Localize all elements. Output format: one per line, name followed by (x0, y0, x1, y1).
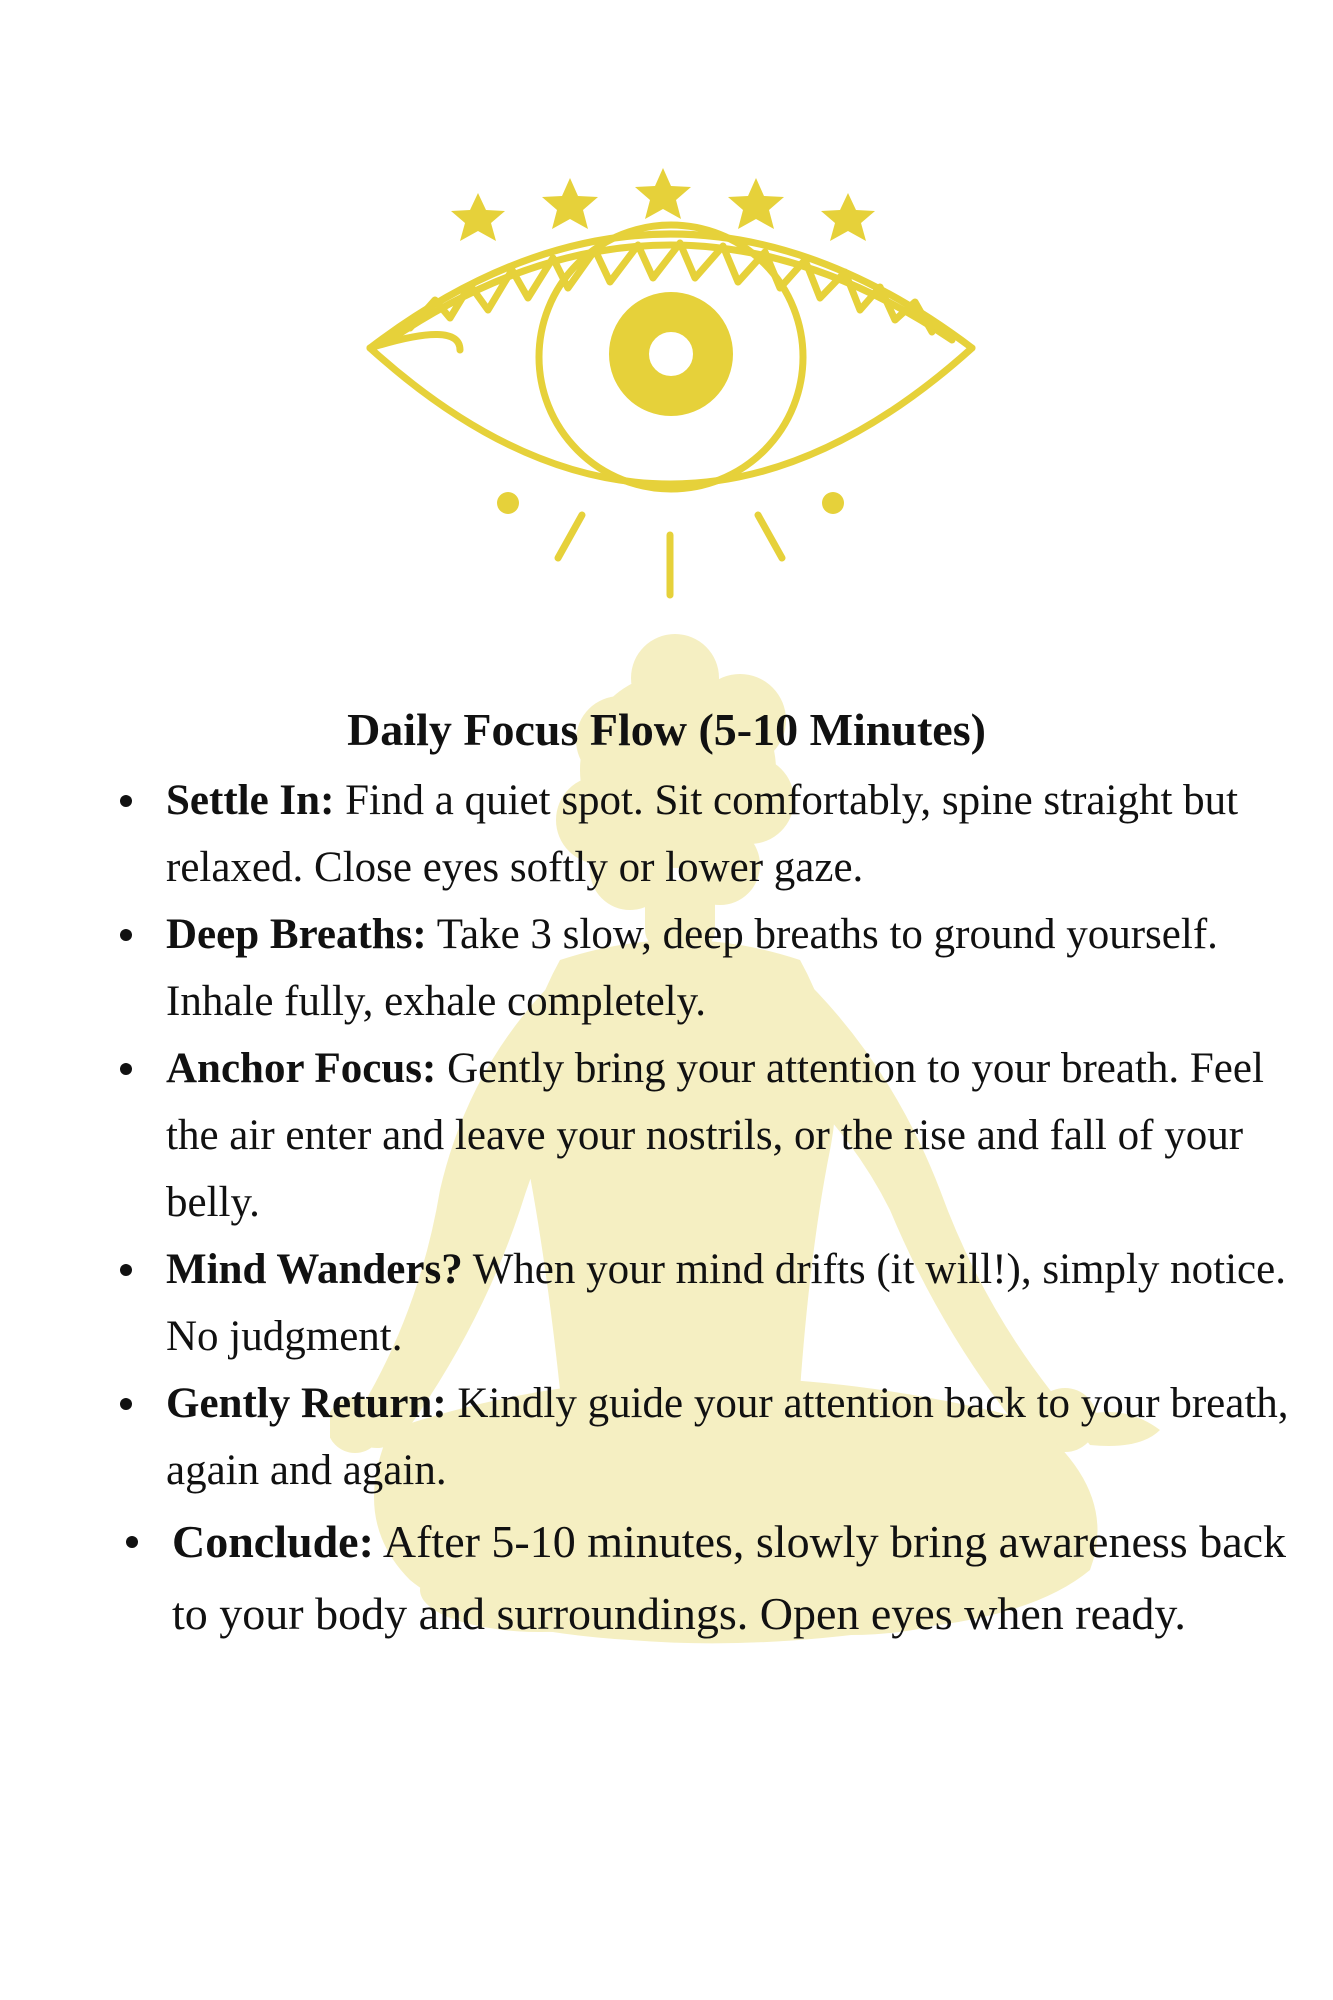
list-item (0, 1370, 1333, 1504)
list-item (0, 1035, 1333, 1236)
instructions-content (0, 695, 1333, 1650)
ray-line (558, 515, 582, 558)
list-item (0, 1236, 1333, 1370)
steps-list (0, 767, 1333, 1650)
pupil-ring (629, 312, 713, 396)
step-label: Conclude: (172, 1516, 374, 1567)
star-icon (728, 178, 784, 229)
list-item (0, 767, 1333, 901)
step-text: Take 3 slow, deep breaths to ground yourself. Inhale fully, exhale completely. (166, 911, 1218, 1025)
star-icon (542, 178, 598, 229)
dot-icon (497, 492, 519, 514)
step-text: Kindly guide your attention back to your breath, again and again. (166, 1380, 1289, 1494)
ray-line (758, 515, 782, 558)
star-icon (821, 193, 875, 241)
step-text: Find a quiet spot. Sit comfortably, spine straight but relaxed. Close eyes softly or lower gaze. (166, 777, 1239, 891)
iris-circle (539, 225, 803, 489)
all-seeing-eye-icon (340, 150, 1000, 610)
dot-icon (822, 492, 844, 514)
step-text: After 5-10 minutes, slowly bring awareness back to your body and surroundings. Open eyes when ready. (172, 1516, 1287, 1639)
list-item (0, 901, 1333, 1035)
list-item (0, 1506, 1333, 1650)
step-text: Gently bring your attention to your breath. Feel the air enter and leave your nostrils, or the rise and fall of your belly. (166, 1045, 1264, 1226)
step-label: Gently Return: (166, 1380, 447, 1427)
star-icon (635, 168, 691, 219)
star-icon (451, 193, 505, 241)
step-label: Deep Breaths: (166, 911, 427, 958)
page-title: Daily Focus Flow (5-10 Minutes) (347, 704, 986, 755)
step-text: When your mind drifts (it will!), simply notice. No judgment. (166, 1246, 1286, 1360)
step-label: Mind Wanders? (166, 1246, 463, 1293)
step-label: Anchor Focus: (166, 1045, 437, 1092)
step-label: Settle In: (166, 777, 335, 824)
